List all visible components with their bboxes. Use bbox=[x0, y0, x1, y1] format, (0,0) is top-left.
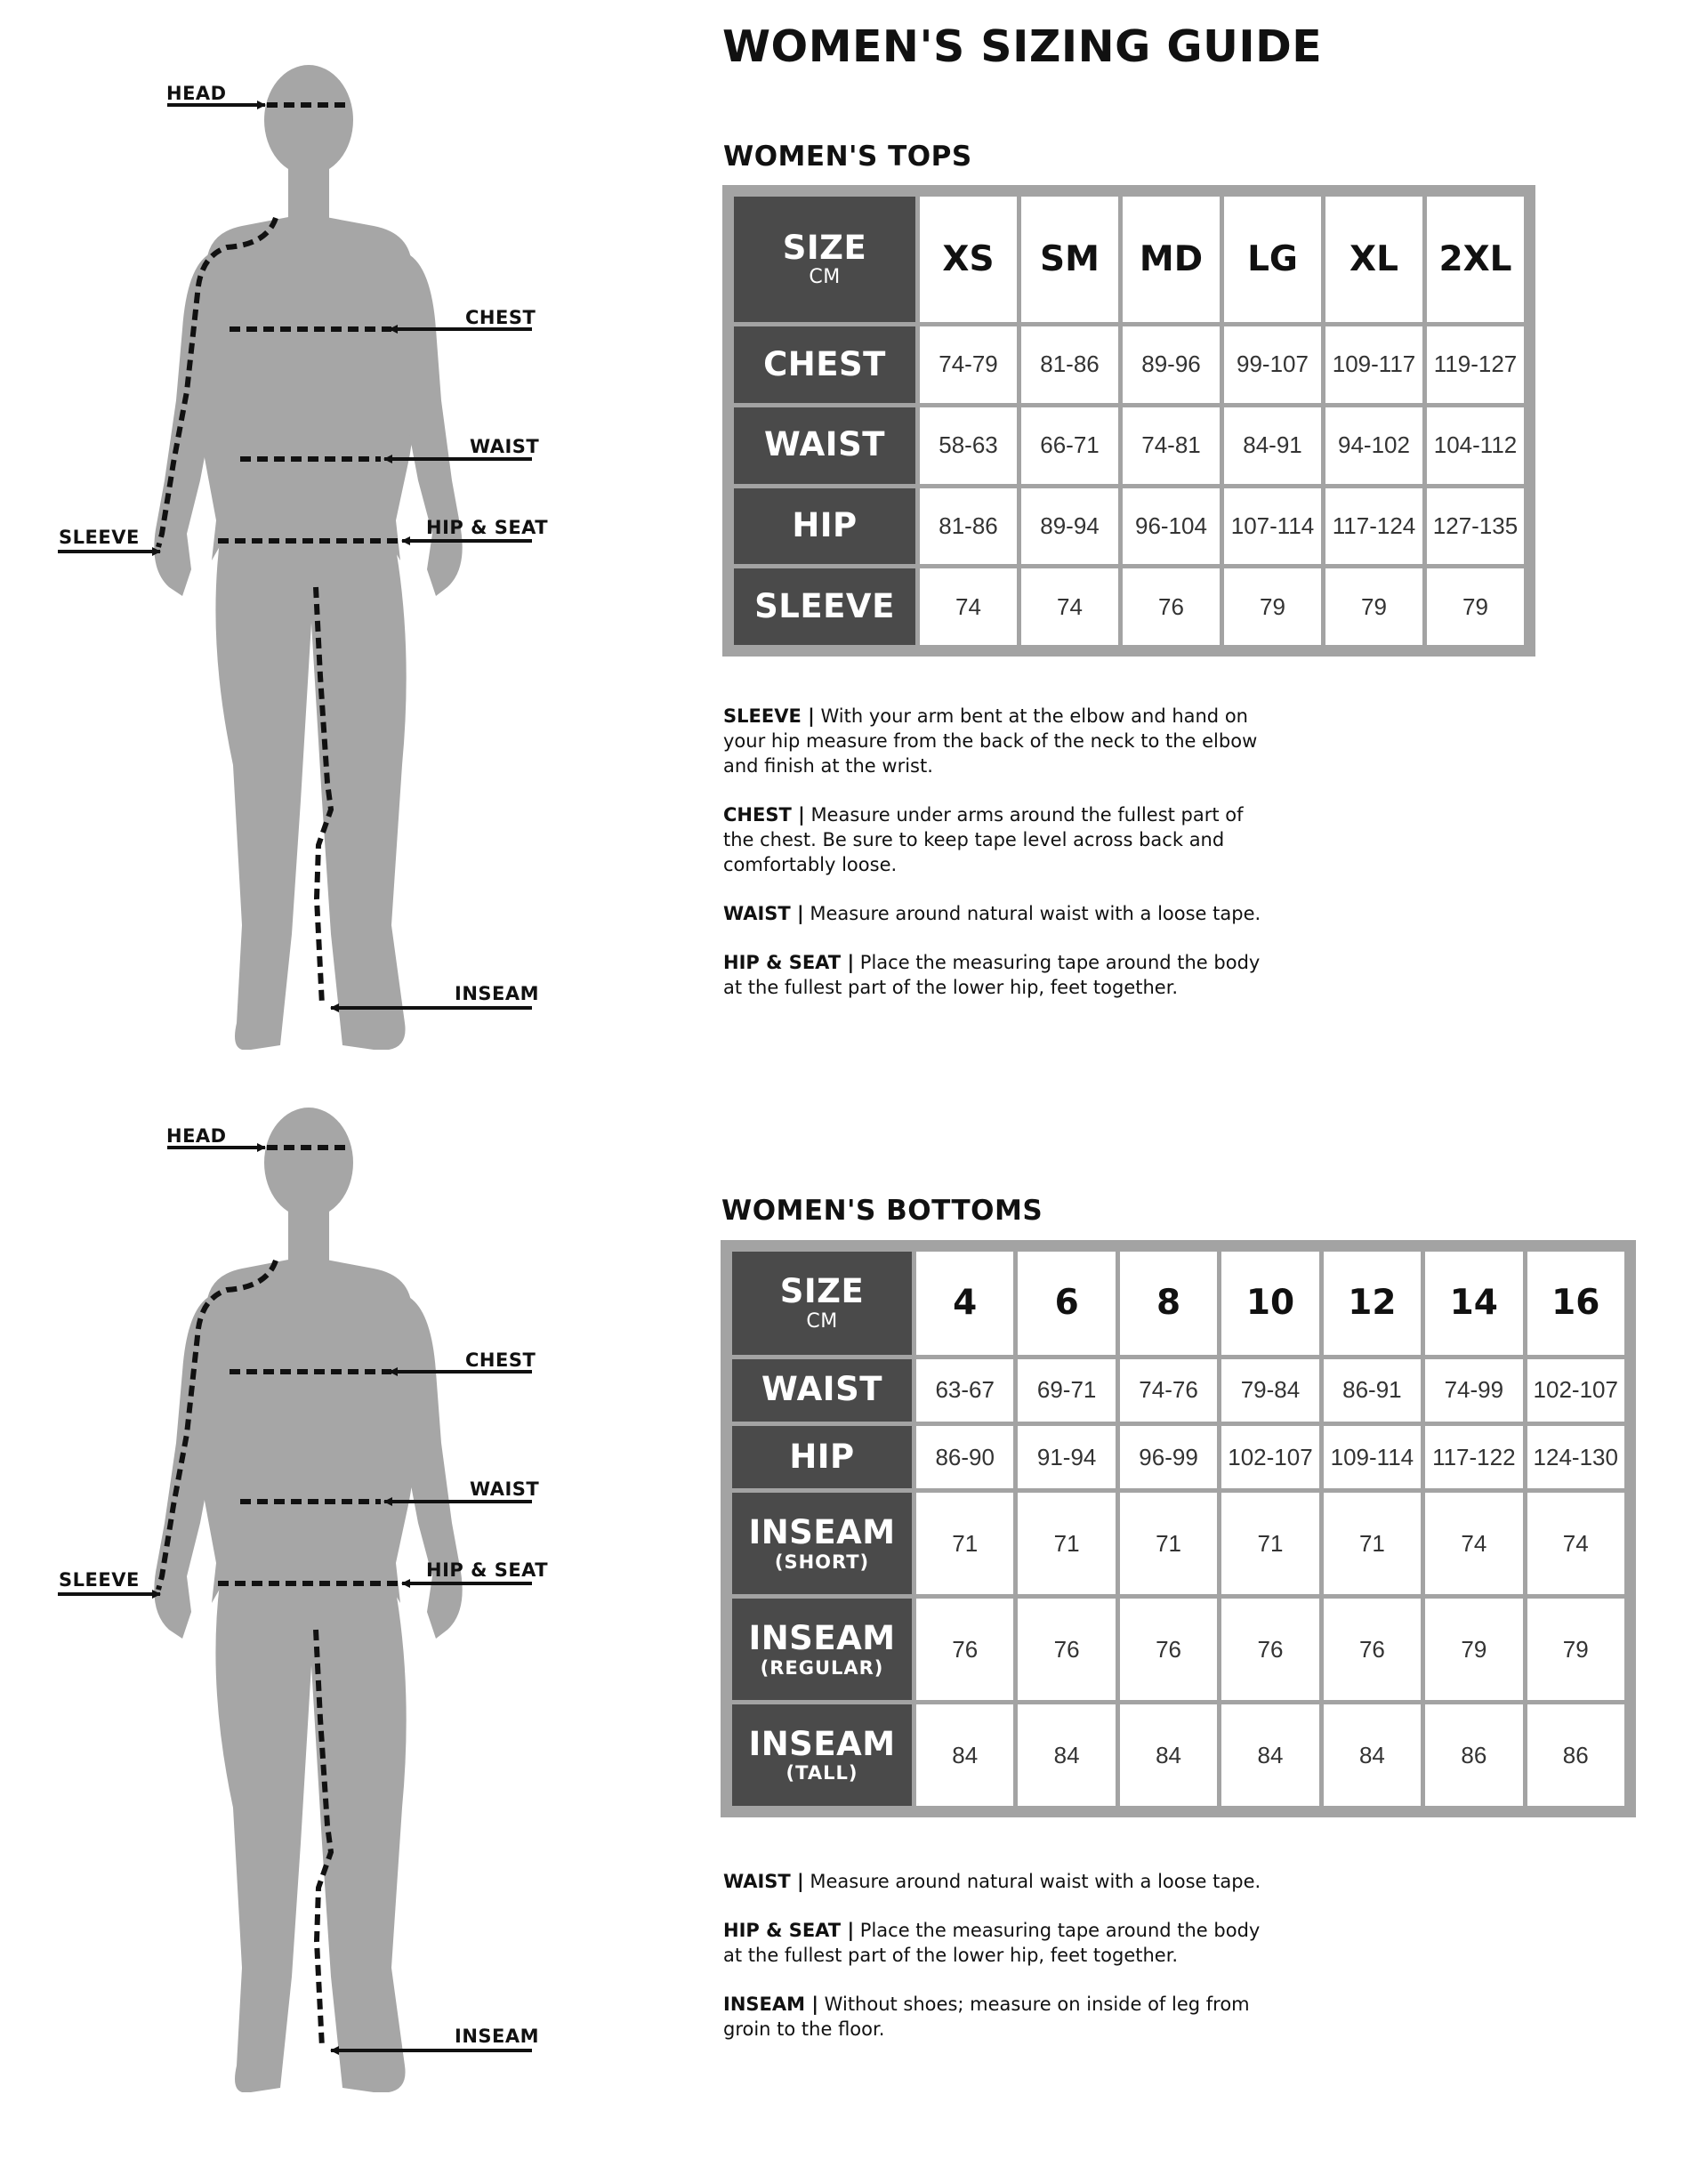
table-cell: 107-114 bbox=[1224, 488, 1321, 565]
table-cell: 76 bbox=[1221, 1599, 1318, 1700]
row-header: HIP bbox=[734, 488, 915, 565]
table-cell: 127-135 bbox=[1427, 488, 1524, 565]
waist-label: WAIST bbox=[470, 1478, 540, 1500]
table-cell: 104-112 bbox=[1427, 407, 1524, 484]
tops-row-waist bbox=[734, 407, 1524, 484]
body-silhouette-tops bbox=[0, 0, 694, 1050]
note-term: WAIST | bbox=[723, 1871, 804, 1892]
table-cell: 102-107 bbox=[1527, 1359, 1624, 1422]
table-cell: 79 bbox=[1425, 1599, 1522, 1700]
table-cell: 76 bbox=[1018, 1599, 1115, 1700]
head-label: HEAD bbox=[166, 1125, 227, 1147]
body-silhouette-bottoms bbox=[0, 1043, 694, 2092]
note-chest bbox=[723, 802, 1275, 877]
table-cell: 76 bbox=[916, 1599, 1013, 1700]
table-cell: 81-86 bbox=[920, 488, 1017, 565]
table-cell: 99-107 bbox=[1224, 326, 1321, 403]
tops-col-header: MD bbox=[1123, 197, 1220, 322]
note-sleeve bbox=[723, 704, 1275, 778]
row-header: WAIST bbox=[732, 1359, 912, 1422]
table-cell: 91-94 bbox=[1018, 1426, 1115, 1488]
table-cell: 84 bbox=[1324, 1704, 1421, 1806]
table-cell: 76 bbox=[1120, 1599, 1217, 1700]
chest-label: CHEST bbox=[465, 1349, 536, 1371]
table-cell: 84 bbox=[916, 1704, 1013, 1806]
row-header: CHEST bbox=[734, 326, 915, 403]
bottoms-col-header: 12 bbox=[1324, 1252, 1421, 1355]
table-cell: 79 bbox=[1224, 568, 1321, 645]
note-term: SLEEVE | bbox=[723, 705, 815, 727]
bottoms-size-chart bbox=[721, 1240, 1636, 1817]
bottoms-row-hip bbox=[732, 1426, 1624, 1488]
bottoms-col-header: 8 bbox=[1120, 1252, 1217, 1355]
sleeve-label: SLEEVE bbox=[59, 527, 140, 548]
table-cell: 96-99 bbox=[1120, 1426, 1217, 1488]
bottoms-col-header: 16 bbox=[1527, 1252, 1624, 1355]
tops-col-header: LG bbox=[1224, 197, 1321, 322]
tops-col-header: SM bbox=[1021, 197, 1118, 322]
chest-label: CHEST bbox=[465, 307, 536, 328]
note-term: HIP & SEAT | bbox=[723, 1920, 855, 1941]
table-cell: 124-130 bbox=[1527, 1426, 1624, 1488]
tops-header-row bbox=[734, 197, 1524, 322]
note-inseam bbox=[723, 1992, 1275, 2042]
bottoms-size-label: SIZE bbox=[779, 1271, 865, 1310]
hip-seat-label: HIP & SEAT bbox=[426, 1559, 549, 1581]
note-text: Measure around natural waist with a loose tape. bbox=[803, 1871, 1261, 1892]
note-term: HIP & SEAT | bbox=[723, 952, 855, 973]
bottoms-row-waist bbox=[732, 1359, 1624, 1422]
table-cell: 117-124 bbox=[1325, 488, 1422, 565]
row-header bbox=[732, 1599, 912, 1700]
sleeve-label: SLEEVE bbox=[59, 1569, 140, 1591]
tops-unit-label: CM bbox=[809, 266, 841, 289]
tops-size-label: SIZE bbox=[782, 228, 867, 267]
inseam-label: INSEAM bbox=[455, 2026, 540, 2047]
table-cell: 96-104 bbox=[1123, 488, 1220, 565]
bottoms-col-header: 6 bbox=[1018, 1252, 1115, 1355]
head-label: HEAD bbox=[166, 83, 227, 104]
bottoms-col-header: 4 bbox=[916, 1252, 1013, 1355]
row-header: SLEEVE bbox=[734, 568, 915, 645]
bottoms-row-inseam-short bbox=[732, 1493, 1624, 1594]
table-cell: 89-96 bbox=[1123, 326, 1220, 403]
table-cell: 86 bbox=[1425, 1704, 1522, 1806]
table-cell: 69-71 bbox=[1018, 1359, 1115, 1422]
bottoms-measurement-notes bbox=[723, 1869, 1275, 2066]
note-waist bbox=[723, 901, 1275, 926]
row-header bbox=[732, 1704, 912, 1806]
row-header-sub: (SHORT) bbox=[774, 1551, 870, 1573]
tops-col-header: XS bbox=[920, 197, 1017, 322]
note-text: Without shoes; measure on inside of leg from groin to the floor. bbox=[723, 1994, 1250, 2040]
note-waist bbox=[723, 1869, 1275, 1894]
note-hip-seat bbox=[723, 950, 1275, 1000]
table-cell: 86-91 bbox=[1324, 1359, 1421, 1422]
inseam-label: INSEAM bbox=[455, 983, 540, 1004]
table-cell: 74 bbox=[1021, 568, 1118, 645]
row-header-label: INSEAM bbox=[748, 1724, 896, 1763]
tops-size-header bbox=[734, 197, 915, 322]
tops-measurement-notes bbox=[723, 704, 1275, 1024]
table-cell: 79 bbox=[1427, 568, 1524, 645]
table-cell: 81-86 bbox=[1021, 326, 1118, 403]
tops-col-header: 2XL bbox=[1427, 197, 1524, 322]
table-cell: 84 bbox=[1120, 1704, 1217, 1806]
table-cell: 102-107 bbox=[1221, 1426, 1318, 1488]
table-cell: 119-127 bbox=[1427, 326, 1524, 403]
table-cell: 66-71 bbox=[1021, 407, 1118, 484]
note-term: CHEST | bbox=[723, 804, 805, 826]
bottoms-col-header: 14 bbox=[1425, 1252, 1522, 1355]
table-cell: 117-122 bbox=[1425, 1426, 1522, 1488]
tops-row-hip bbox=[734, 488, 1524, 565]
table-cell: 84 bbox=[1018, 1704, 1115, 1806]
table-cell: 71 bbox=[1018, 1493, 1115, 1594]
tops-size-chart bbox=[722, 185, 1535, 657]
body-figure-bottoms bbox=[0, 1043, 694, 2092]
bottoms-unit-label: CM bbox=[806, 1309, 838, 1333]
table-cell: 74 bbox=[920, 568, 1017, 645]
tops-size-table bbox=[729, 192, 1528, 649]
note-term: WAIST | bbox=[723, 903, 804, 924]
table-cell: 71 bbox=[1324, 1493, 1421, 1594]
bottoms-size-table bbox=[728, 1247, 1629, 1810]
note-text: Measure around natural waist with a loose tape. bbox=[803, 903, 1261, 924]
table-cell: 71 bbox=[1221, 1493, 1318, 1594]
note-text: With your arm bent at the elbow and hand on your hip measure from the back of the neck to the elbow and finish at the wrist. bbox=[723, 705, 1258, 777]
table-cell: 74-99 bbox=[1425, 1359, 1522, 1422]
table-cell: 76 bbox=[1123, 568, 1220, 645]
table-cell: 109-117 bbox=[1325, 326, 1422, 403]
bottoms-row-inseam-regular bbox=[732, 1599, 1624, 1700]
row-header: WAIST bbox=[734, 407, 915, 484]
table-cell: 94-102 bbox=[1325, 407, 1422, 484]
bottoms-col-header: 10 bbox=[1221, 1252, 1318, 1355]
row-header: HIP bbox=[732, 1426, 912, 1488]
note-hip-seat bbox=[723, 1918, 1275, 1968]
table-cell: 74-81 bbox=[1123, 407, 1220, 484]
bottoms-size-header bbox=[732, 1252, 912, 1355]
table-cell: 63-67 bbox=[916, 1359, 1013, 1422]
tops-row-sleeve bbox=[734, 568, 1524, 645]
hip-seat-label: HIP & SEAT bbox=[426, 517, 549, 538]
row-header-sub: (TALL) bbox=[786, 1762, 858, 1784]
note-term: INSEAM | bbox=[723, 1994, 818, 2015]
table-cell: 79 bbox=[1325, 568, 1422, 645]
table-cell: 76 bbox=[1324, 1599, 1421, 1700]
table-cell: 86 bbox=[1527, 1704, 1624, 1806]
body-figure-tops bbox=[0, 0, 694, 1050]
table-cell: 79-84 bbox=[1221, 1359, 1318, 1422]
table-cell: 74 bbox=[1527, 1493, 1624, 1594]
row-header-label: INSEAM bbox=[748, 1618, 896, 1657]
tops-section-title: WOMEN'S TOPS bbox=[723, 141, 972, 173]
row-header-sub: (REGULAR) bbox=[760, 1656, 884, 1679]
bottoms-header-row bbox=[732, 1252, 1624, 1355]
table-cell: 74-76 bbox=[1120, 1359, 1217, 1422]
page-title: WOMEN'S SIZING GUIDE bbox=[722, 21, 1323, 72]
table-cell: 74-79 bbox=[920, 326, 1017, 403]
table-cell: 84-91 bbox=[1224, 407, 1321, 484]
bottoms-section-title: WOMEN'S BOTTOMS bbox=[721, 1195, 1043, 1227]
note-text: Place the measuring tape around the body at the fullest part of the lower hip, feet together. bbox=[723, 1920, 1261, 1966]
table-cell: 86-90 bbox=[916, 1426, 1013, 1488]
table-cell: 89-94 bbox=[1021, 488, 1118, 565]
row-header-label: INSEAM bbox=[748, 1512, 896, 1551]
tops-row-chest bbox=[734, 326, 1524, 403]
note-text: Measure under arms around the fullest part of the chest. Be sure to keep tape level across back and comfortably loose. bbox=[723, 804, 1244, 875]
row-header bbox=[732, 1493, 912, 1594]
waist-label: WAIST bbox=[470, 436, 540, 457]
tops-col-header: XL bbox=[1325, 197, 1422, 322]
table-cell: 79 bbox=[1527, 1599, 1624, 1700]
note-text: Place the measuring tape around the body at the fullest part of the lower hip, feet together. bbox=[723, 952, 1261, 998]
bottoms-row-inseam-tall bbox=[732, 1704, 1624, 1806]
table-cell: 71 bbox=[1120, 1493, 1217, 1594]
table-cell: 109-114 bbox=[1324, 1426, 1421, 1488]
table-cell: 84 bbox=[1221, 1704, 1318, 1806]
table-cell: 74 bbox=[1425, 1493, 1522, 1594]
table-cell: 58-63 bbox=[920, 407, 1017, 484]
table-cell: 71 bbox=[916, 1493, 1013, 1594]
